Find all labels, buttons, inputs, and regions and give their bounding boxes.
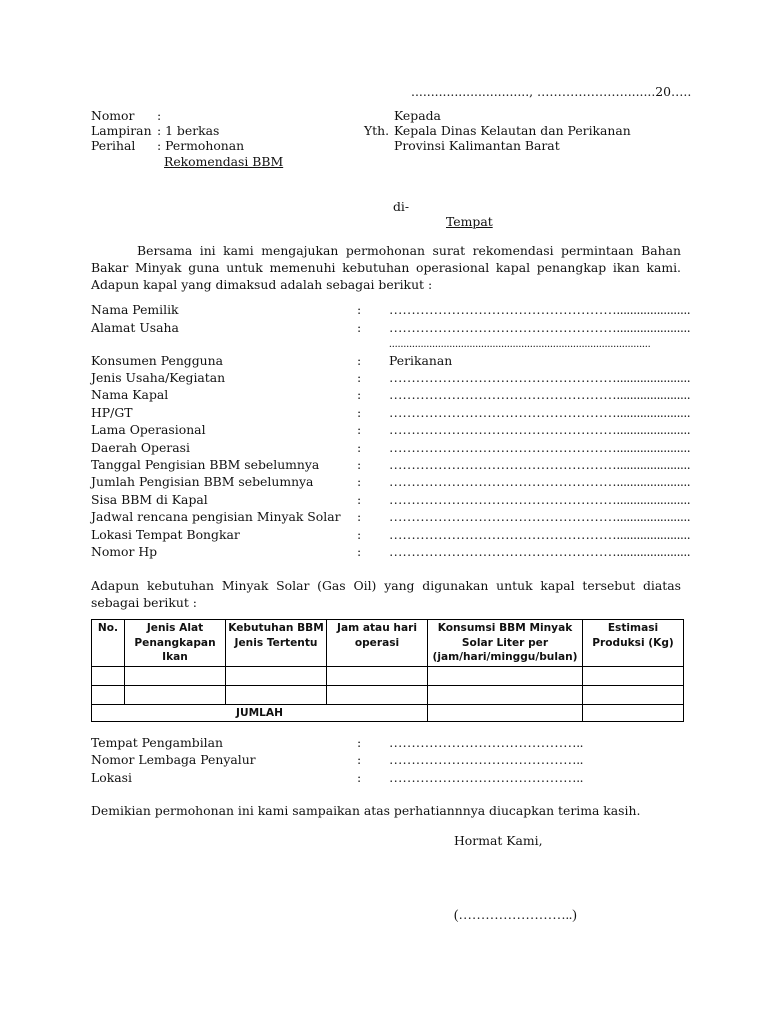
- perihal-value: : Permohonan: [157, 138, 245, 153]
- field-alamat-usaha: Alamat Usaha: [91, 320, 179, 335]
- field-value-dots: ……………………………………………......................: [389, 474, 691, 489]
- colon: :: [357, 302, 362, 317]
- field-konsumen-value: Perikanan: [389, 353, 453, 368]
- table-total-label: JUMLAH: [92, 704, 428, 721]
- table-cell: [125, 666, 226, 685]
- table-cell: [226, 685, 327, 704]
- colon: :: [357, 370, 362, 385]
- colon: :: [357, 752, 362, 767]
- colon: :: [357, 492, 362, 507]
- field-daerah-operasi: Daerah Operasi: [91, 440, 190, 455]
- table-row: [92, 666, 684, 685]
- colon: :: [357, 422, 362, 437]
- field-nama-kapal: Nama Kapal: [91, 387, 169, 402]
- table-cell: [92, 666, 125, 685]
- kepada-label: Kepada: [394, 108, 441, 123]
- field-tanggal-pengisian: Tanggal Pengisian BBM sebelumnya: [91, 457, 320, 472]
- table-total-row: [92, 704, 684, 721]
- field-jadwal-rencana: Jadwal rencana pengisian Minyak Solar: [91, 509, 341, 524]
- nomor-label: Nomor: [91, 108, 135, 123]
- field-jumlah-pengisian: Jumlah Pengisian BBM sebelumnya: [91, 474, 314, 489]
- field-value-dots: ……………………………………………......................: [389, 492, 691, 507]
- field-value-dots: ……………………………………………......................: [389, 387, 691, 402]
- pickup-dots: ……………………………………..: [389, 735, 584, 750]
- field-tempat-pengambilan: Tempat Pengambilan: [91, 735, 224, 750]
- table-cell: [583, 666, 684, 685]
- recipient-di: di-: [393, 199, 410, 214]
- field-alamat-line2: ...........................................................................................: [389, 338, 651, 350]
- table-cell: [428, 704, 583, 721]
- recipient-tempat: Tempat: [446, 214, 493, 229]
- lampiran-value: : 1 berkas: [157, 123, 220, 138]
- table-cell: [327, 666, 428, 685]
- table-cell: [92, 685, 125, 704]
- needs-paragraph: Adapun kebutuhan Minyak Solar (Gas Oil) yang digunakan untuk kapal tersebut diatas sebagai berikut :: [91, 578, 681, 610]
- nomor-colon: :: [157, 108, 162, 123]
- perihal-label: Perihal: [91, 138, 136, 153]
- lampiran-label: Lampiran: [91, 123, 152, 138]
- colon: :: [357, 509, 362, 524]
- field-sisa-bbm: Sisa BBM di Kapal: [91, 492, 208, 507]
- field-value-dots: ……………………………………………......................: [389, 440, 691, 455]
- recipient-line2: Provinsi Kalimantan Barat: [394, 138, 560, 153]
- colon: :: [357, 440, 362, 455]
- field-value-dots: ……………………………………………......................: [389, 302, 691, 317]
- field-konsumen-pengguna: Konsumen Pengguna: [91, 353, 224, 368]
- yth-label: Yth.: [364, 123, 390, 138]
- colon: :: [357, 457, 362, 472]
- table-cell: [226, 666, 327, 685]
- table-cell: [428, 666, 583, 685]
- colon: :: [357, 544, 362, 559]
- table-header-cell: Estimasi Produksi (Kg): [583, 620, 684, 667]
- colon: :: [357, 735, 362, 750]
- table-header-cell: Kebutuhan BBM Jenis Tertentu: [226, 620, 327, 667]
- field-nomor-hp: Nomor Hp: [91, 544, 158, 559]
- table-cell: [583, 685, 684, 704]
- colon: :: [357, 474, 362, 489]
- field-lama-operasional: Lama Operasional: [91, 422, 206, 437]
- field-value-dots: ……………………………………………......................: [389, 320, 691, 335]
- field-hp-gt: HP/GT: [91, 405, 133, 420]
- table-header-cell: Konsumsi BBM Minyak Solar Liter per (jam/hari/minggu/bulan): [428, 620, 583, 667]
- colon: :: [357, 320, 362, 335]
- date-line: .............................., …………………........20…..: [411, 84, 692, 99]
- table-cell: [428, 685, 583, 704]
- intro-paragraph-text: Bersama ini kami mengajukan permohonan surat rekomendasi permintaan Bahan Bakar Minyak guna untuk memenuhi kebutuhan operasional kapal penangkap ikan kami. Adapun kapal yang dimaksud adalah sebagai berikut :: [91, 243, 681, 292]
- pickup-dots: ……………………………………..: [389, 752, 584, 767]
- field-value-dots: ……………………………………………......................: [389, 457, 691, 472]
- field-nama-pemilik: Nama Pemilik: [91, 302, 179, 317]
- field-lokasi: Lokasi: [91, 770, 132, 785]
- table-cell: [583, 704, 684, 721]
- table-header-cell: No.: [92, 620, 125, 667]
- colon: :: [357, 770, 362, 785]
- field-value-dots: ……………………………………………......................: [389, 370, 691, 385]
- field-value-dots: ……………………………………………......................: [389, 544, 691, 559]
- intro-paragraph: [91, 242, 681, 293]
- table-header-cell: Jenis Alat Penangkapan Ikan: [125, 620, 226, 667]
- perihal-subject: Rekomendasi BBM: [164, 154, 284, 169]
- field-jenis-usaha: Jenis Usaha/Kegiatan: [91, 370, 226, 385]
- colon: :: [357, 405, 362, 420]
- pickup-dots: ……………………………………..: [389, 770, 584, 785]
- field-value-dots: ……………………………………………......................: [389, 422, 691, 437]
- colon: :: [357, 527, 362, 542]
- signature-name-placeholder: (……………………..): [454, 907, 577, 922]
- field-value-dots: ……………………………………………......................: [389, 509, 691, 524]
- field-nomor-lembaga: Nomor Lembaga Penyalur: [91, 752, 256, 767]
- table-header-row: [92, 620, 684, 667]
- closing-paragraph: Demikian permohonan ini kami sampaikan atas perhatiannnya diucapkan terima kasih.: [91, 803, 641, 818]
- table-cell: [125, 685, 226, 704]
- colon: :: [357, 387, 362, 402]
- field-value-dots: ……………………………………………......................: [389, 405, 691, 420]
- field-lokasi-bongkar: Lokasi Tempat Bongkar: [91, 527, 240, 542]
- colon: :: [357, 353, 362, 368]
- field-value-dots: ……………………………………………......................: [389, 527, 691, 542]
- recipient-line1: Kepala Dinas Kelautan dan Perikanan: [394, 123, 631, 138]
- signature-greeting: Hormat Kami,: [454, 833, 543, 848]
- bbm-table: [91, 619, 684, 722]
- table-header-cell: Jam atau hari operasi: [327, 620, 428, 667]
- table-row: [92, 685, 684, 704]
- table-cell: [327, 685, 428, 704]
